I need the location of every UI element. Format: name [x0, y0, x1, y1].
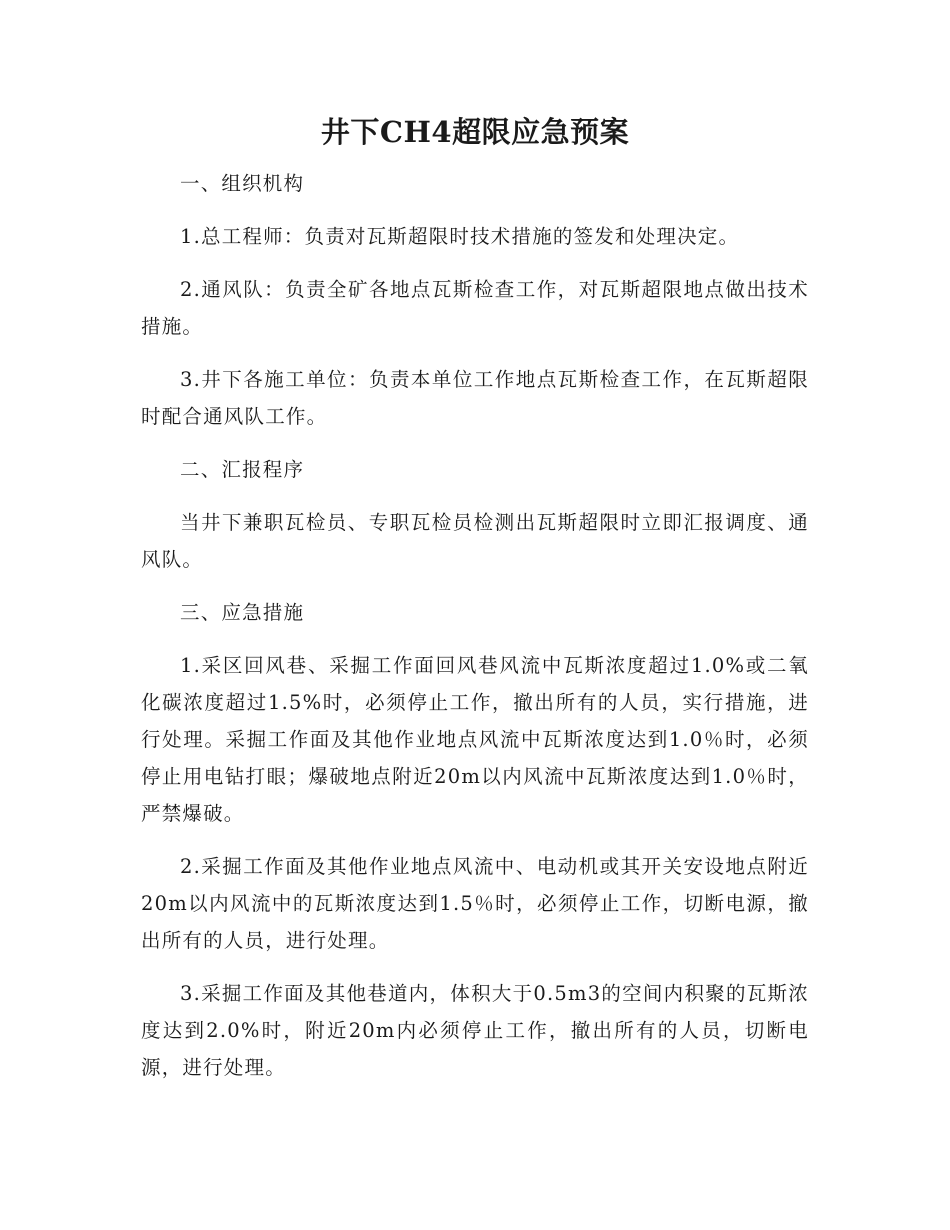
section-heading-reporting: 二、汇报程序: [180, 458, 305, 481]
paragraph-ventilation-team: 2.通风队：负责全矿各地点瓦斯检查工作，对瓦斯超限地点做出技术措施。: [141, 278, 809, 338]
paragraph-chief-engineer: 1.总工程师：负责对瓦斯超限时技术措施的签发和处理决定。: [180, 225, 740, 248]
paragraph-construction-units: 3.井下各施工单位：负责本单位工作地点瓦斯检查工作，在瓦斯超限时配合通风队工作。: [141, 368, 809, 428]
document-body: [141, 165, 809, 1102]
paragraph-measure-3: 3.采掘工作面及其他巷道内，体积大于0.5m3的空间内积聚的瓦斯浓度达到2.0%时，附近20m内必须停止工作，撤出所有的人员，切断电源，进行处理。: [141, 982, 809, 1079]
paragraph-measure-2: 2.采掘工作面及其他作业地点风流中、电动机或其开关安设地点附近20m以内风流中的瓦斯浓度达到1.5％时，必须停止工作，切断电源，撤出所有的人员，进行处理。: [141, 855, 809, 952]
paragraph-reporting-procedure: 当井下兼职瓦检员、专职瓦检员检测出瓦斯超限时立即汇报调度、通风队。: [141, 511, 809, 571]
section-heading-organization: 一、组织机构: [180, 172, 305, 195]
paragraph-measure-1: 1.采区回风巷、采掘工作面回风巷风流中瓦斯浓度超过1.0%或二氧化碳浓度超过1.5%时，必须停止工作，撤出所有的人员，实行措施，进行处理。采掘工作面及其他作业地点风流中瓦斯浓度达到1.0％时，必须停止用电钻打眼；爆破地点附近20m以内风流中瓦斯浓度达到1.0％时，严禁爆破。: [141, 654, 809, 825]
document-title: 井下CH4超限应急预案: [320, 115, 630, 149]
section-heading-emergency-measures: 三、应急措施: [180, 601, 305, 624]
